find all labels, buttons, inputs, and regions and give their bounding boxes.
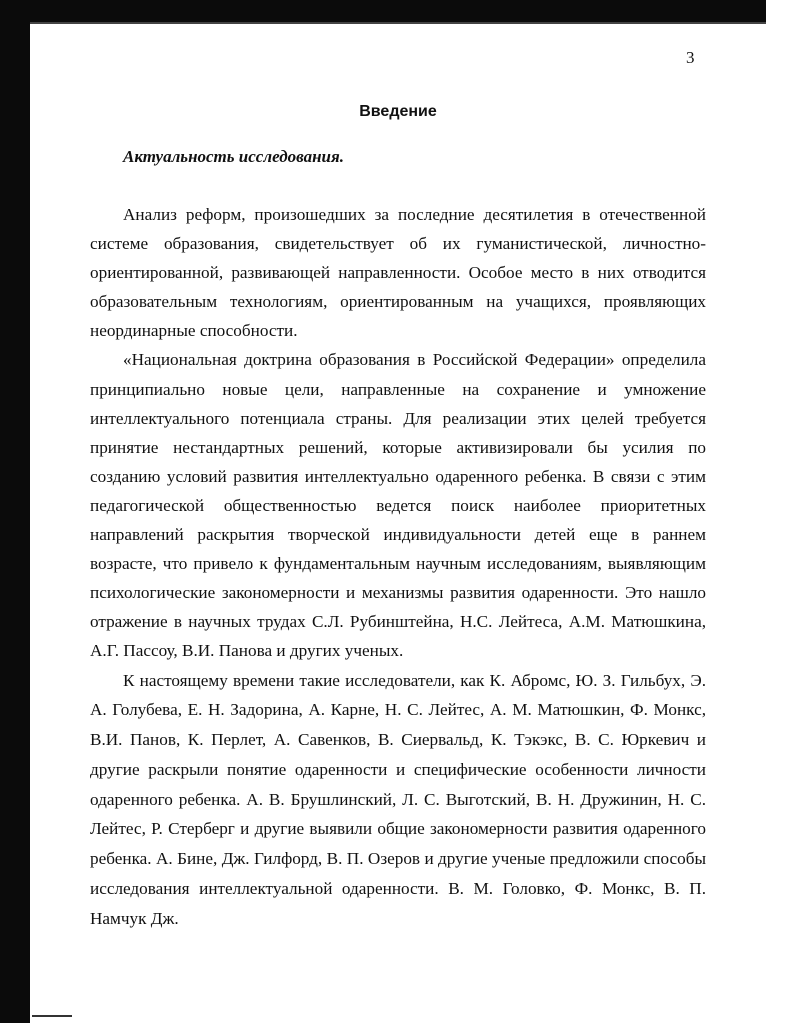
page-title	[0, 101, 796, 123]
section-heading: Актуальность исследования.	[123, 147, 344, 166]
page-number: 3	[686, 48, 695, 67]
document-body	[90, 200, 706, 934]
scan-border-left	[0, 0, 30, 1023]
scan-mark-bottom	[32, 1015, 72, 1017]
page-title-text: Введение	[359, 103, 437, 120]
paragraph-3: К настоящему времени такие исследователи, как К. Абромс, Ю. З. Гильбух, Э. А. Голубева, Е. Н. Задорина, А. Карне, Н. С. Лейтес, А. М. Матюшкин, Ф. Монкс, В.И. Панов, К. Перлет, А. Савенков, В. Сиервальд, К. Тэкэкс, В. С. Юркевич и другие раскрыли понятие одаренности и специфические особенности личности одаренного ребенка. А. В. Брушлинский, Л. С. Выготский, В. Н. Дружинин, Н. С. Лейтес, Р. Стерберг и другие выявили общие закономерности развития одаренного ребенка. А. Бине, Дж. Гилфорд, В. П. Озеров и другие ученые предложили способы исследования интеллектуальной одаренности. В. М. Головко, Ф. Монкс, В. П. Намчук Дж.	[90, 670, 706, 928]
scan-border-top-edge	[30, 22, 766, 24]
paragraph-1: Анализ реформ, произошедших за последние десятилетия в отечественной системе образования, свидетельствует об их гуманистической, личностно-ориентированной, развивающей направленности. Особое место в них отводится образовательным технологиям, ориентированным на учащихся, проявляющих неординарные способности.	[90, 205, 706, 341]
scan-border-top	[30, 0, 766, 22]
paragraph-2: «Национальная доктрина образования в Российской Федерации» определила принципиально новые цели, направленные на сохранение и умножение интеллектуального потенциала страны. Для реализации этих целей требуется принятие нестандартных решений, которые активизировали бы усилия по созданию условий развития интеллектуально одаренного ребенка. В связи с этим педагогической общественностью ведется поиск наиболее приоритетных направлений раскрытия творческой индивидуальности детей еще в раннем возрасте, что привело к фундаментальным научным исследованиям, выявляющим психологические закономерности и механизмы развития одаренности. Это нашло отражение в научных трудах С.Л. Рубинштейна, Н.С. Лейтеса, А.М. Матюшкина, А.Г. Пассоу, В.И. Панова и других ученых.	[90, 350, 706, 661]
